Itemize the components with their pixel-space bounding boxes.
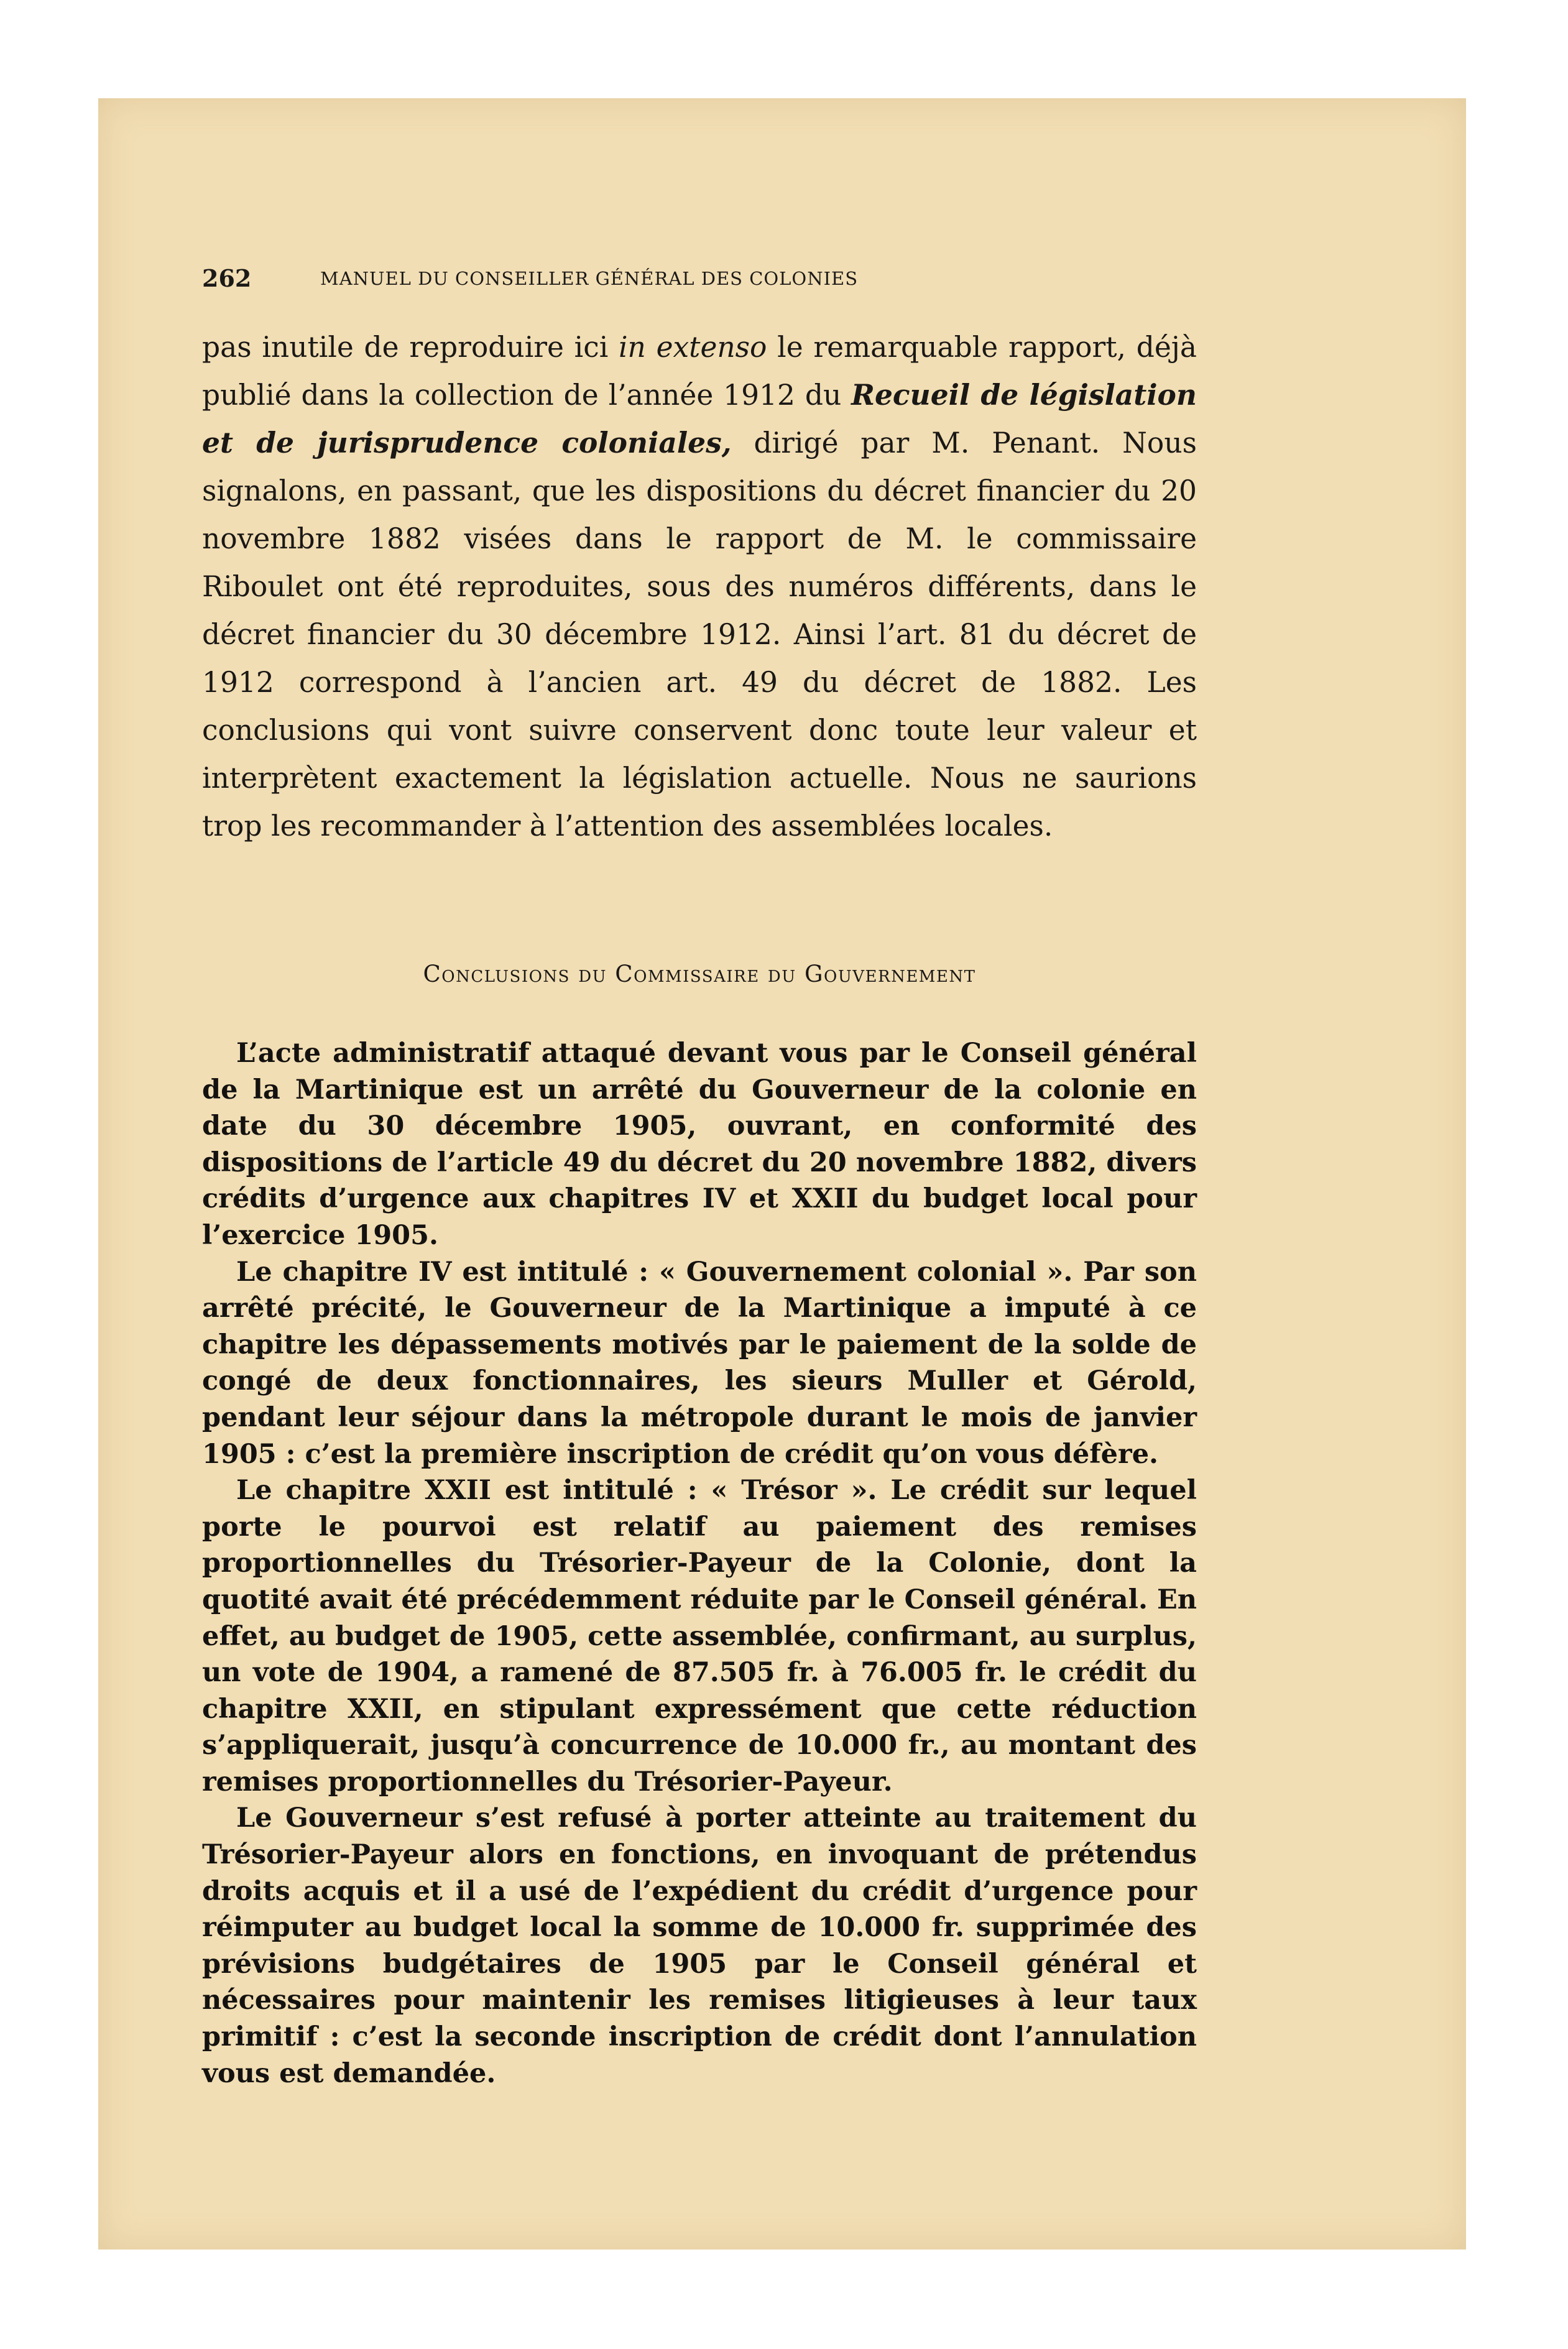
intro-italic-recueil-title: Recueil de législation et de jurisprudence coloniales, <box>202 378 1197 459</box>
conclusions-paragraph-4: Le Gouverneur s’est refusé à porter atteinte au traitement du Trésorier-Payeur alors en fonctions, en invoquant de prétendus droits acquis et il a usé de l’expédient du crédit d’urgence pour réimputer au budget local la somme de 10.000 fr. supprimée des prévisions budgétaires de 1905 par le Conseil général et nécessaires pour maintenir les remises litigieuses à leur taux primitif : c’est la seconde inscription de crédit dont l’annulation vous est demandée. <box>202 1802 1197 2089</box>
conclusions-body <box>202 1035 1197 2092</box>
intro-text <box>202 323 1197 850</box>
intro-text-part-2: le remarquable rapport, déjà publié dans la collection de l’année 1912 du <box>202 331 1197 412</box>
page-header <box>202 264 1172 302</box>
intro-paragraph <box>202 323 1197 850</box>
running-title: MANUEL DU CONSEILLER GÉNÉRAL DES COLONIES <box>320 268 859 289</box>
intro-text-part-1: pas inutile de reproduire ici <box>202 331 619 364</box>
section-title: Conclusions du Commissaire du Gouvernement <box>423 961 976 987</box>
conclusions-paragraph-1: L’acte administratif attaqué devant vous par le Conseil général de la Martinique est un arrêté du Gouverneur de la colonie en date du 30 décembre 1905, ouvrant, en conformité des dispositions de l’article 49 du décret du 20 novembre 1882, divers crédits d’urgence aux chapitres IV et XXII du budget local pour l’exercice 1905. <box>202 1038 1197 1251</box>
page-number: 262 <box>202 264 252 292</box>
intro-italic-in-extenso: in extenso <box>618 331 767 364</box>
conclusions-paragraph-2: Le chapitre IV est intitulé : « Gouvernement colonial ». Par son arrêté précité, le Gouverneur de la Martinique a imputé à ce chapitre les dépassements motivés par le paiement de la solde de congé de deux fonctionnaires, les sieurs Muller et Gérold, pendant leur séjour dans la métropole durant le mois de janvier 1905 : c’est la première inscription de crédit qu’on vous défère. <box>202 1256 1197 1470</box>
conclusions-paragraph-3: Le chapitre XXII est intitulé : « Trésor ». Le crédit sur lequel porte le pourvoi est relatif au paiement des remises proportionnelles du Trésorier-Payeur de la Colonie, dont la quotité avait été précédemment réduite par le Conseil général. En effet, au budget de 1905, cette assemblée, confirmant, au surplus, un vote de 1904, a ramené de 87.505 fr. à 76.005 fr. le crédit du chapitre XXII, en stipulant expressément que cette réduction s’appliquerait, jusqu’à concurrence de 10.000 fr., au montant des remises proportionnelles du Trésorier-Payeur. <box>202 1475 1197 1798</box>
intro-text-part-3: dirigé par M. Penant. Nous signalons, en passant, que les dispositions du décret financier du 20 novembre 1882 visées dans le rapport de M. le commissaire Riboulet ont été reproduites, sous des numéros différents, dans le décret financier du 30 décembre 1912. Ainsi l’art. 81 du décret de 1912 correspond à l’ancien art. 49 du décret de 1882. Les conclusions qui vont suivre conservent donc toute leur valeur et interprètent exactement la législation actuelle. Nous ne saurions trop les recommander à l’attention des assemblées locales. <box>202 427 1197 842</box>
